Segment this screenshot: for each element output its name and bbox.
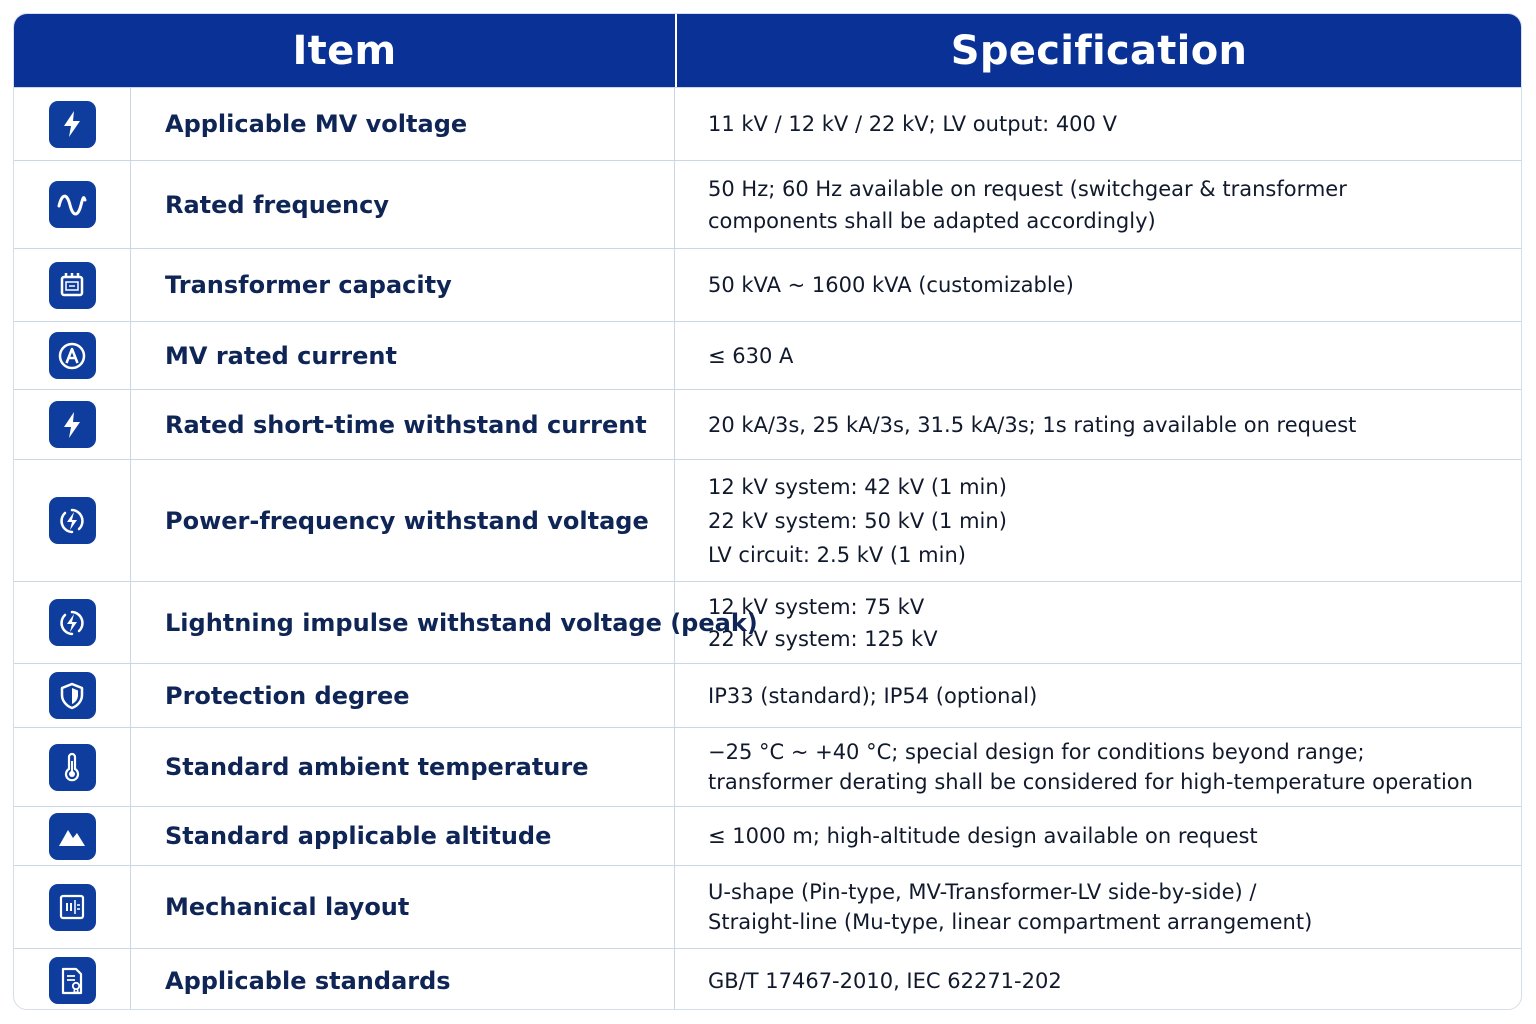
icon-cell: [14, 390, 131, 459]
thermometer-icon: [49, 744, 96, 791]
spec-line: IP33 (standard); IP54 (optional): [708, 683, 1038, 708]
table-row: [14, 389, 1521, 459]
spec-line: 20 kA/3s, 25 kA/3s, 31.5 kA/3s; 1s rating available on request: [708, 412, 1357, 437]
spec-value: [675, 949, 1521, 1010]
icon-cell: [14, 460, 131, 581]
header-specification: Specification: [950, 27, 1248, 74]
item-label: Mechanical layout: [131, 866, 675, 948]
item-label: Standard applicable altitude: [131, 807, 675, 865]
item-label: MV rated current: [131, 322, 675, 389]
spec-value: [675, 390, 1521, 459]
spec-value: [675, 460, 1521, 581]
spec-value: [675, 161, 1521, 248]
item-label: Standard ambient temperature: [131, 728, 675, 806]
bolt-circle-icon: [49, 599, 96, 646]
item-label: Lightning impulse withstand voltage (peak): [131, 582, 675, 663]
spec-line: 22 kV system: 50 kV (1 min): [708, 508, 1007, 533]
icon-cell: [14, 866, 131, 948]
spec-line: U-shape (Pin-type, MV-Transformer-LV side-by-side) /: [708, 880, 1257, 904]
spec-value: [675, 866, 1521, 948]
table-row: [14, 806, 1521, 865]
table-header: [14, 14, 1521, 87]
item-label: Protection degree: [131, 664, 675, 727]
spec-line: 11 kV / 12 kV / 22 kV; LV output: 400 V: [708, 112, 1117, 136]
item-label: Power-frequency withstand voltage: [131, 460, 675, 581]
spec-line: 12 kV system: 42 kV (1 min): [708, 474, 1007, 499]
spec-line: 50 Hz; 60 Hz available on request (switchgear & transformer: [708, 176, 1347, 201]
mountain-icon: [49, 813, 96, 860]
item-label: Applicable standards: [131, 949, 675, 1010]
certificate-icon: [49, 957, 96, 1004]
lightning-bolt-icon: [49, 401, 96, 448]
shield-icon: [49, 672, 96, 719]
spec-line: transformer derating shall be considered for high-temperature operation: [708, 770, 1473, 794]
spec-line: components shall be adapted accordingly): [708, 208, 1156, 233]
table-row: [14, 865, 1521, 948]
spec-line: LV circuit: 2.5 kV (1 min): [708, 542, 966, 567]
table-row: [14, 160, 1521, 248]
icon-cell: [14, 249, 131, 321]
item-label: Rated frequency: [131, 161, 675, 248]
ampere-icon: [49, 332, 96, 379]
icon-cell: [14, 322, 131, 389]
icon-cell: [14, 582, 131, 663]
spec-line: −25 °C ~ +40 °C; special design for conditions beyond range;: [708, 740, 1365, 764]
spec-line: 22 kV system: 125 kV: [708, 626, 938, 651]
table-row: [14, 581, 1521, 663]
sine-wave-icon: [49, 181, 96, 228]
spec-table: [13, 13, 1522, 1010]
spec-value: [675, 88, 1521, 160]
icon-cell: [14, 161, 131, 248]
item-label: Rated short-time withstand current: [131, 390, 675, 459]
icon-cell: [14, 88, 131, 160]
item-label: Applicable MV voltage: [131, 88, 675, 160]
table-row: [14, 87, 1521, 160]
table-row: [14, 727, 1521, 806]
spec-line: Straight-line (Mu-type, linear compartment arrangement): [708, 910, 1313, 934]
icon-cell: [14, 949, 131, 1010]
spec-value: [675, 322, 1521, 389]
spec-line: ≤ 1000 m; high-altitude design available on request: [708, 824, 1258, 848]
layout-panel-icon: [49, 884, 96, 931]
spec-line: GB/T 17467-2010, IEC 62271-202: [708, 968, 1062, 993]
icon-cell: [14, 664, 131, 727]
bolt-circle-icon: [49, 497, 96, 544]
lightning-bolt-icon: [49, 101, 96, 148]
table-row: [14, 663, 1521, 727]
table-row: [14, 948, 1521, 1010]
spec-value: [675, 664, 1521, 727]
table-row: [14, 459, 1521, 581]
item-label: Transformer capacity: [131, 249, 675, 321]
spec-value: [675, 728, 1521, 806]
header-item: Item: [292, 27, 397, 74]
spec-value: [675, 582, 1521, 663]
transformer-icon: [49, 262, 96, 309]
spec-line: 50 kVA ~ 1600 kVA (customizable): [708, 273, 1074, 297]
icon-cell: [14, 728, 131, 806]
table-row: [14, 248, 1521, 321]
icon-cell: [14, 807, 131, 865]
spec-line: 12 kV system: 75 kV: [708, 594, 925, 619]
spec-value: [675, 807, 1521, 865]
spec-line: ≤ 630 A: [708, 343, 794, 368]
table-row: [14, 321, 1521, 389]
spec-value: [675, 249, 1521, 321]
